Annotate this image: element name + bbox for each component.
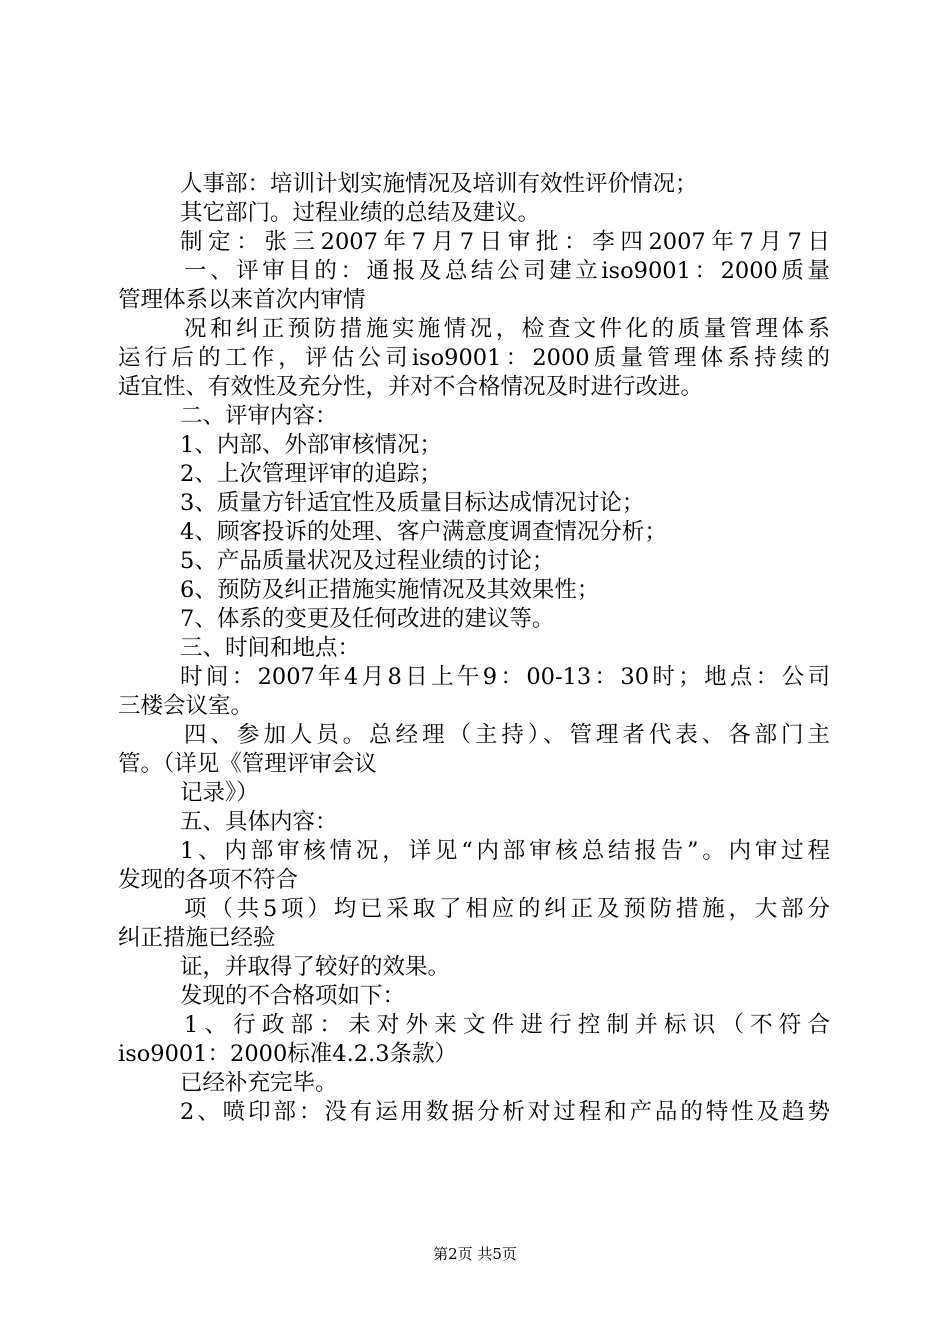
paragraph-line: 况和纠正预防措施实施情况，检查文件化的质量管理体系 [184, 316, 830, 342]
paragraph-line: 时间：2007年4月8日上午9：00-13：30时；地点：公司 [180, 664, 830, 690]
document-body [118, 170, 830, 1127]
paragraph-line: 项（共5项）均已采取了相应的纠正及预防措施，大部分 [184, 896, 830, 922]
list-item: 7、体系的变更及任何改进的建议等。 [180, 606, 555, 632]
paragraph-line: 管。（详见《管理评审会议 [118, 751, 377, 777]
paragraph-line: 发现的不合格项如下： [180, 983, 406, 1009]
paragraph-line: 纠正措施已经验 [118, 925, 276, 951]
list-item: 2、上次管理评审的追踪； [180, 461, 442, 487]
paragraph-line: 人事部：培训计划实施情况及培训有效性评价情况； [180, 171, 698, 197]
list-item: 1、行政部：未对外来文件进行控制并标识（不符合 [184, 1012, 830, 1038]
section-heading: 三、时间和地点： [180, 635, 361, 661]
list-item: 4、顾客投诉的处理、客户满意度调查情况分析； [180, 519, 667, 545]
list-item: 3、质量方针适宜性及质量目标达成情况讨论； [180, 490, 645, 516]
paragraph-line: iso9001：2000标准4.2.3条款） [118, 1041, 458, 1067]
paragraph-line: 一、评审目的：通报及总结公司建立iso9001：2000质量 [184, 258, 830, 284]
paragraph-line: 已经补充完毕。 [180, 1070, 338, 1096]
paragraph-line: 制定：张三2007年7月7日审批：李四2007年7月7日 [180, 229, 830, 255]
paragraph-line: 四、参加人员。总经理（主持）、管理者代表、各部门主 [184, 722, 830, 748]
list-item: 1、内部、外部审核情况； [180, 432, 442, 458]
paragraph-line: 三楼会议室。 [118, 693, 254, 719]
list-item: 5、产品质量状况及过程业绩的讨论； [180, 548, 555, 574]
paragraph-line: 运行后的工作，评估公司iso9001：2000质量管理体系持续的 [118, 345, 830, 371]
paragraph-line: 1、内部审核情况，详见“内部审核总结报告”。内审过程 [180, 838, 830, 864]
section-heading: 五、具体内容： [180, 809, 338, 835]
paragraph-line: 其它部门。过程业绩的总结及建议。 [180, 200, 541, 226]
paragraph-line: 记录》） [180, 780, 259, 806]
paragraph-line: 证，并取得了较好的效果。 [180, 954, 451, 980]
section-heading: 二、评审内容： [180, 403, 338, 429]
paragraph-line: 发现的各项不符合 [118, 867, 299, 893]
page-number-footer: 第2页 共5页 [433, 1245, 517, 1263]
paragraph-line: 管理体系以来首次内审情 [118, 287, 366, 313]
list-item: 6、预防及纠正措施实施情况及其效果性； [180, 577, 600, 603]
list-item: 2、喷印部：没有运用数据分析对过程和产品的特性及趋势 [180, 1099, 830, 1125]
paragraph-line: 适宜性、有效性及充分性，并对不合格情况及时进行改进。 [118, 374, 704, 400]
